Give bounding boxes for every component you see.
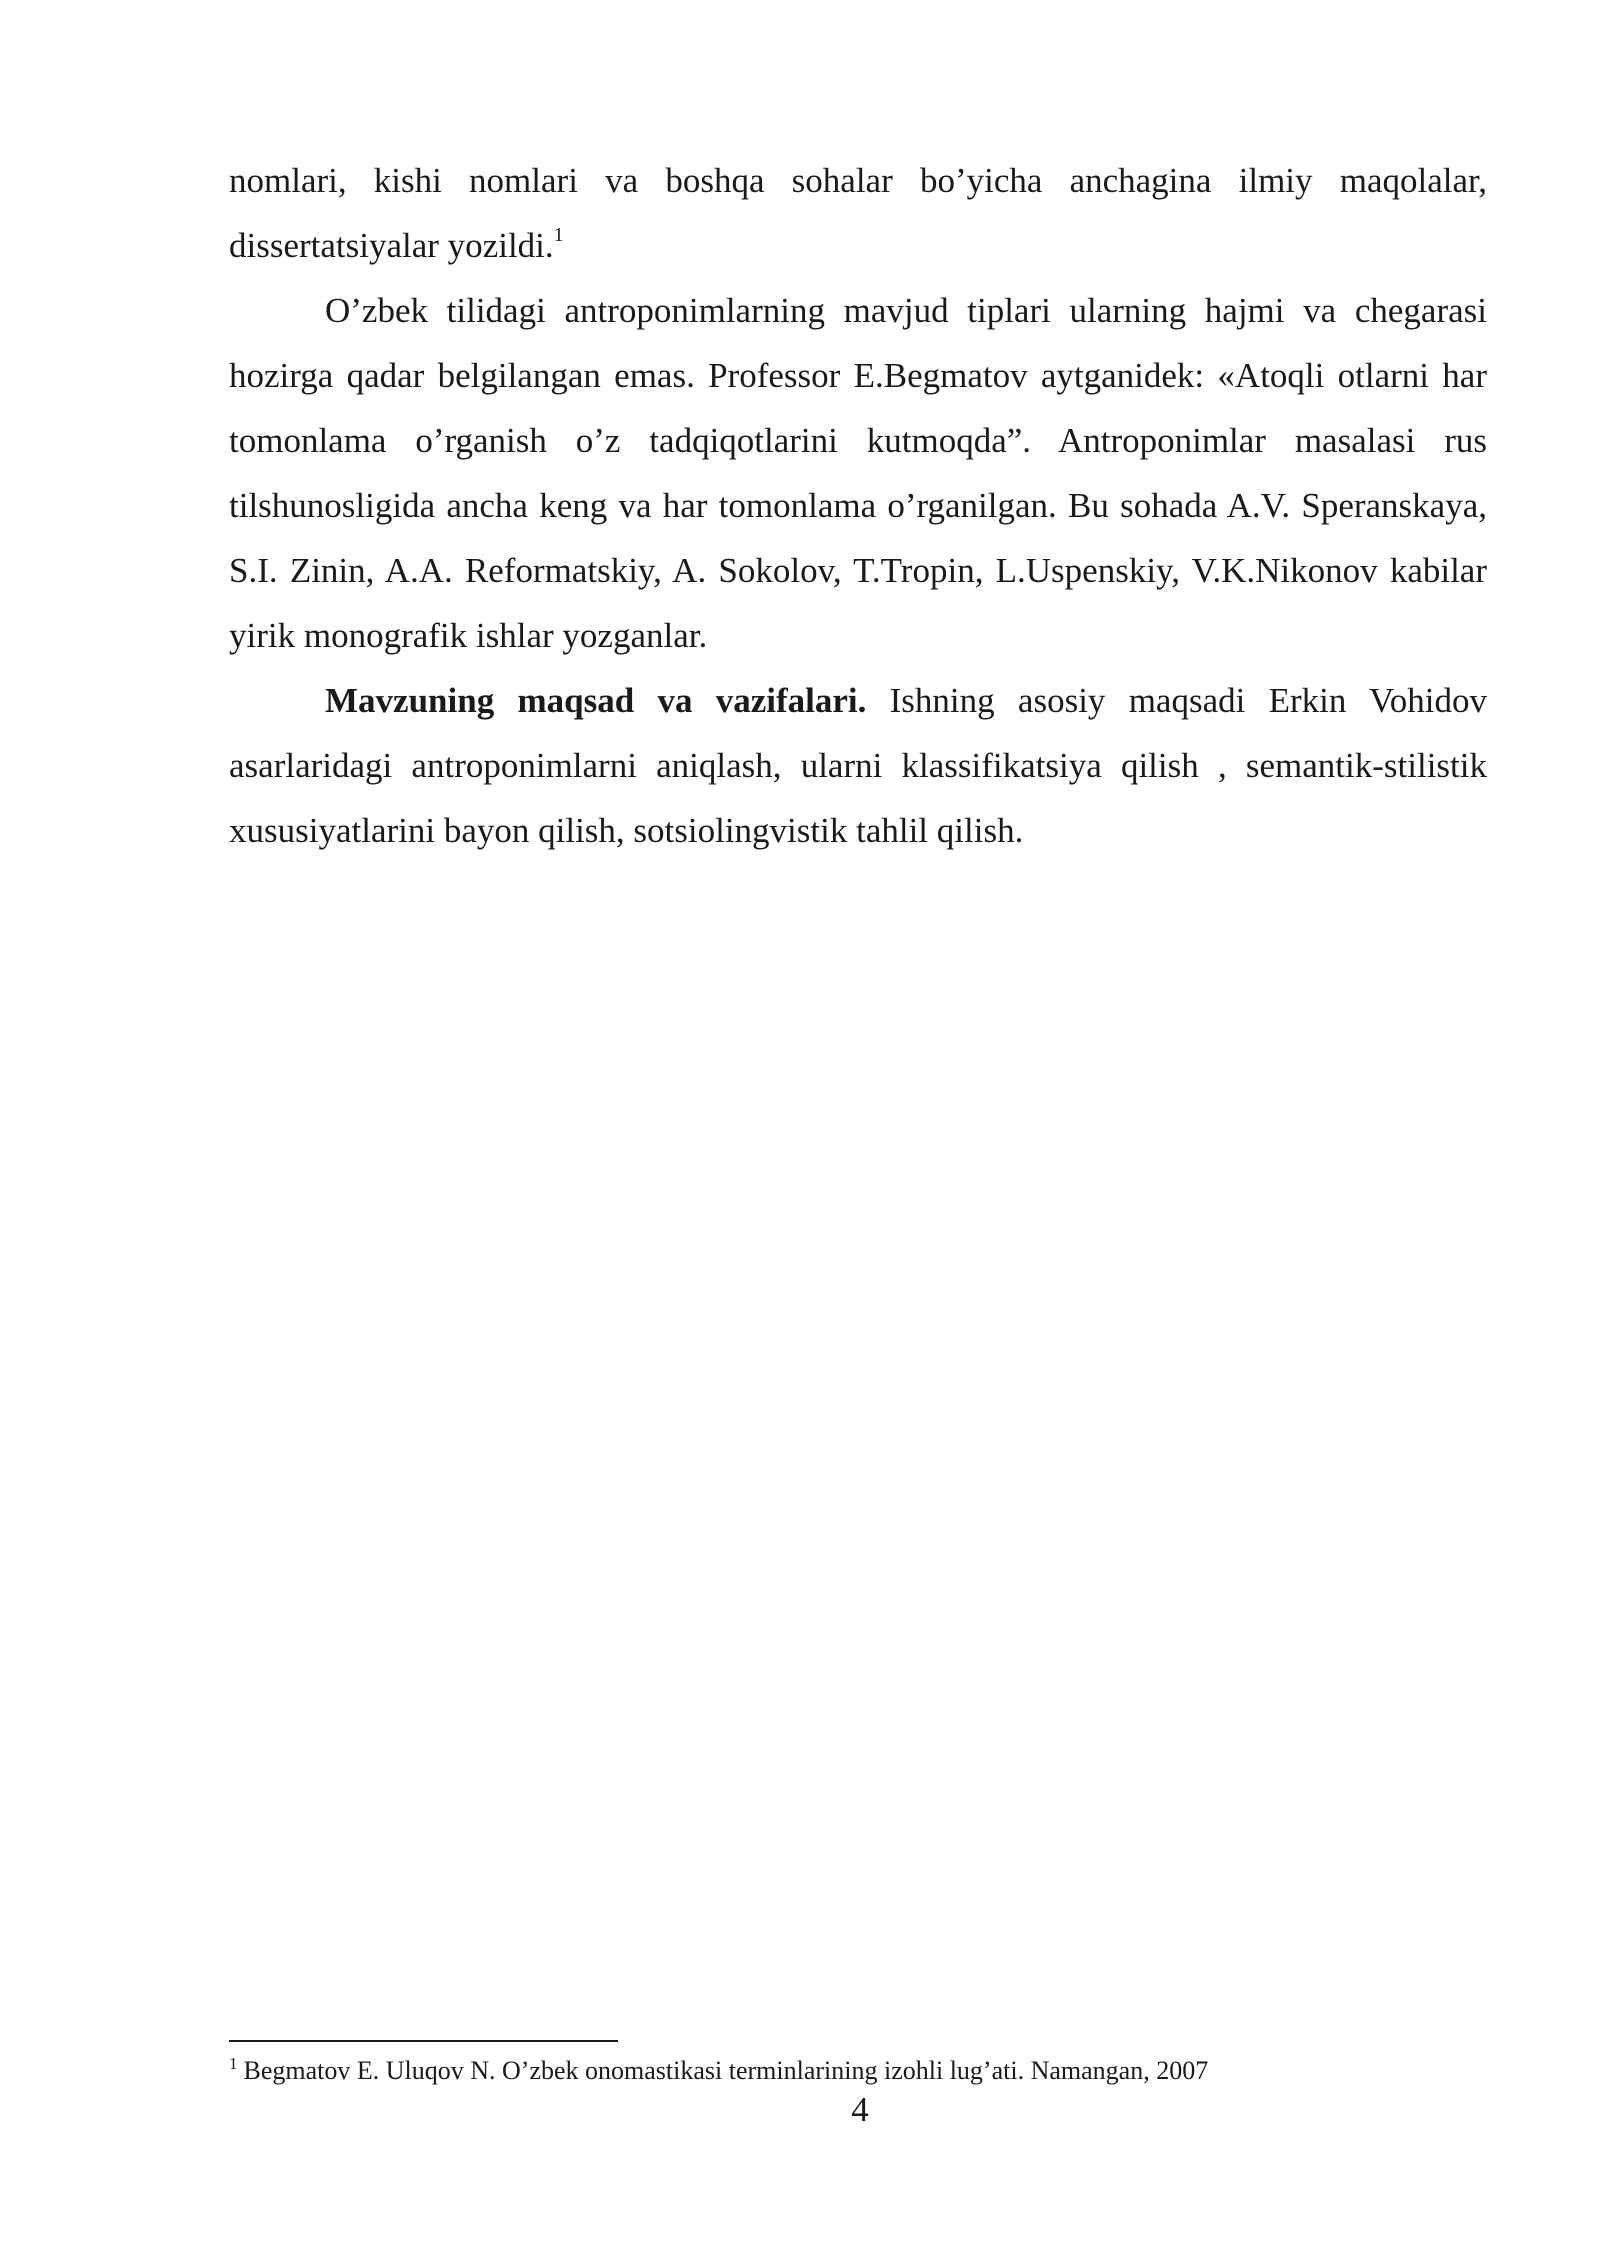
- paragraph-1-text: nomlari, kishi nomlari va boshqa sohalar bo’yicha anchagina ilmiy maqolalar, dissertatsiyalar yozildi.: [229, 161, 1487, 265]
- paragraph-3-heading: Mavzuning maqsad va vazifalari.: [325, 681, 867, 720]
- paragraph-2: [229, 278, 1487, 668]
- footnote: [229, 2053, 1487, 2089]
- footnote-reference: 1: [553, 224, 564, 246]
- body-text: [229, 148, 1487, 863]
- paragraph-3: [229, 668, 1487, 863]
- page-number: 4: [851, 2090, 869, 2129]
- paragraph-3-text: Ishning asosiy maqsadi Erkin Vohidov asarlaridagi antroponimlarni aniqlash, ularni klassifikatsiya qilish , semantik-stilistik xususiyatlarini bayon qilish, sotsiolingvistik tahlil qilish.: [229, 681, 1487, 850]
- footnote-text: Begmatov E. Uluqov N. O’zbek onomastikasi terminlarining izohli lug’ati. Namangan, 2007: [243, 2056, 1209, 2085]
- footnote-separator: [229, 2040, 618, 2042]
- paragraph-2-text: O’zbek tilidagi antroponimlarning mavjud tiplari ularning hajmi va chegarasi hozirga qadar belgilangan emas. Professor E.Begmatov aytganidek: «Atoqli otlarni har tomonlama o’rganish o’z tadqiqotlarini kutmoqda”. Antroponimlar masalasi rus tilshunosligida ancha keng va har tomonlama o’rganilgan. Bu sohada A.V. Speranskaya, S.I. Zinin, A.A. Reformatskiy, A. Sokolov, T.Tropin, L.Uspenskiy, V.K.Nikonov kabilar yirik monografik ishlar yozganlar.: [229, 291, 1487, 655]
- paragraph-1: [229, 148, 1487, 278]
- footnote-marker: 1: [229, 2054, 238, 2073]
